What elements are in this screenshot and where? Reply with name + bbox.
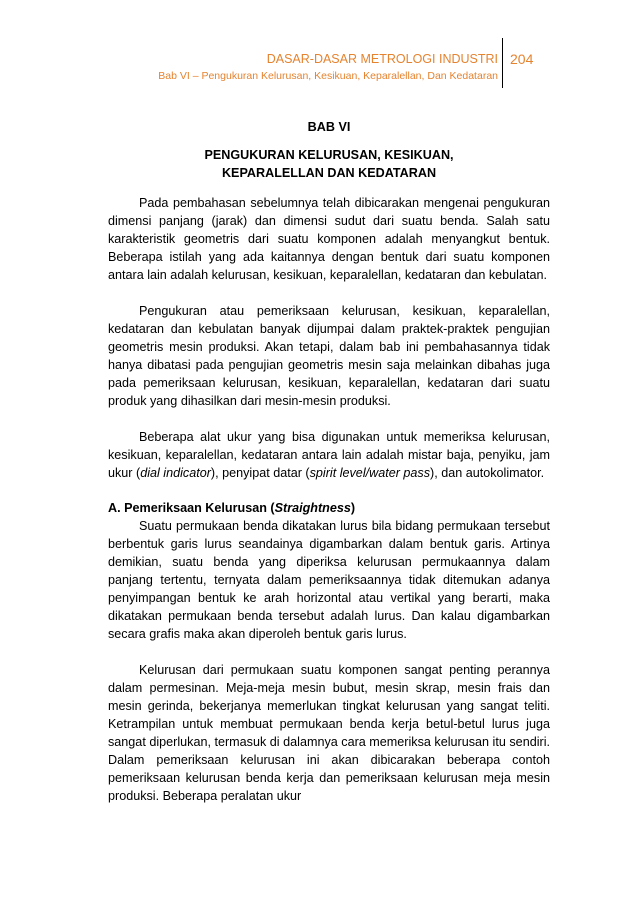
term-dial-indicator: dial indicator	[140, 466, 211, 480]
paragraph-2: Pengukuran atau pemeriksaan kelurusan, kesikuan, keparalellan, kedataran dan kebulatan banyak dijumpai dalam praktek-praktek pengujian geometris mesin produksi. Akan tetapi, dalam bab ini pembahasannya tidak hanya dibatasi pada pengujian geometris mesin saja melainkan dibahas juga pada pemeriksaan kelurusan, kesikuan, keparalellan, kedataran dari suatu produk yang dihasilkan dari mesin-mesin produksi.	[108, 304, 550, 408]
paragraph-3-text-a: Beberapa alat ukur yang bisa digunakan untuk memeriksa kelurusan, kesikuan, keparalellan, kedataran antara lain adalah mistar baja, penyiku, jam ukur (	[108, 430, 550, 480]
paragraph-4: Suatu permukaan benda dikatakan lurus bila bidang permukaan tersebut berbentuk garis lurus seandainya digambarkan dalam bentuk garis. Artinya demikian, suatu benda yang diperiksa kelurusan permukaannya dalam panjang tertentu, ternyata dalam pemeriksaannya tidak ditemukan adanya penyimpangan bentuk ke arah horizontal atau vertikal yang berarti, maka dikatakan permukaan benda tersebut adalah lurus. Dan kalau digambarkan secara grafis maka akan diperoleh bentuk garis lurus.	[108, 519, 550, 641]
chapter-subtitle: Bab VI – Pengukuran Kelurusan, Kesikuan, Keparalellan, Dan Kedataran	[158, 70, 498, 82]
book-title: DASAR-DASAR METROLOGI INDUSTRI	[266, 52, 498, 66]
paragraph-5: Kelurusan dari permukaan suatu komponen sangat penting perannya dalam permesinan. Meja-meja mesin bubut, mesin skrap, mesin frais dan mesin gerinda, bekerjanya memerlukan tingkat kelurusan yang sangat teliti. Ketrampilan untuk membuat permukaan benda kerja betul-betul lurus juga sangat diperlukan, termasuk di dalamnya cara memeriksa kelurusan itu sendiri. Dalam pemeriksaan kelurusan ini akan dibicarakan beberapa contoh pemeriksaan kelurusan benda kerja dan pemeriksaan kelurusan meja mesin produksi. Beberapa peralatan ukur	[108, 663, 550, 803]
paragraph-3-text-b: ), penyipat datar (	[210, 466, 310, 480]
chapter-title-line-1: PENGUKURAN KELURUSAN, KESIKUAN,	[204, 148, 454, 162]
page-body	[108, 118, 550, 805]
header-text-block	[158, 52, 498, 84]
page-number: 204	[510, 51, 534, 67]
section-a-suffix: )	[350, 501, 356, 515]
chapter-title	[108, 146, 550, 182]
section-a-prefix: A. Pemeriksaan Kelurusan (	[108, 501, 275, 515]
chapter-number: BAB VI	[307, 120, 351, 134]
page-header	[0, 38, 638, 88]
header-divider	[502, 38, 503, 88]
paragraph-1: Pada pembahasan sebelumnya telah dibicarakan mengenai pengukuran dimensi panjang (jarak) dan dimensi sudut dari suatu benda. Salah satu karakteristik geometris dari suatu komponen adalah menyangkut bentuk. Beberapa istilah yang ada kaitannya dengan bentuk dari suatu komponen antara lain adalah kelurusan, kesikuan, keparalellan, kedataran dan kebulatan.	[108, 196, 550, 282]
paragraph-3-text-c: ), dan autokolimator.	[430, 466, 545, 480]
chapter-title-line-2: KEPARALELLAN DAN KEDATARAN	[221, 166, 437, 180]
paragraph-3	[108, 428, 550, 482]
term-spirit-level: spirit level/water pass	[309, 466, 431, 480]
section-a-term: Straightness	[274, 501, 351, 515]
section-a-heading	[108, 499, 550, 517]
